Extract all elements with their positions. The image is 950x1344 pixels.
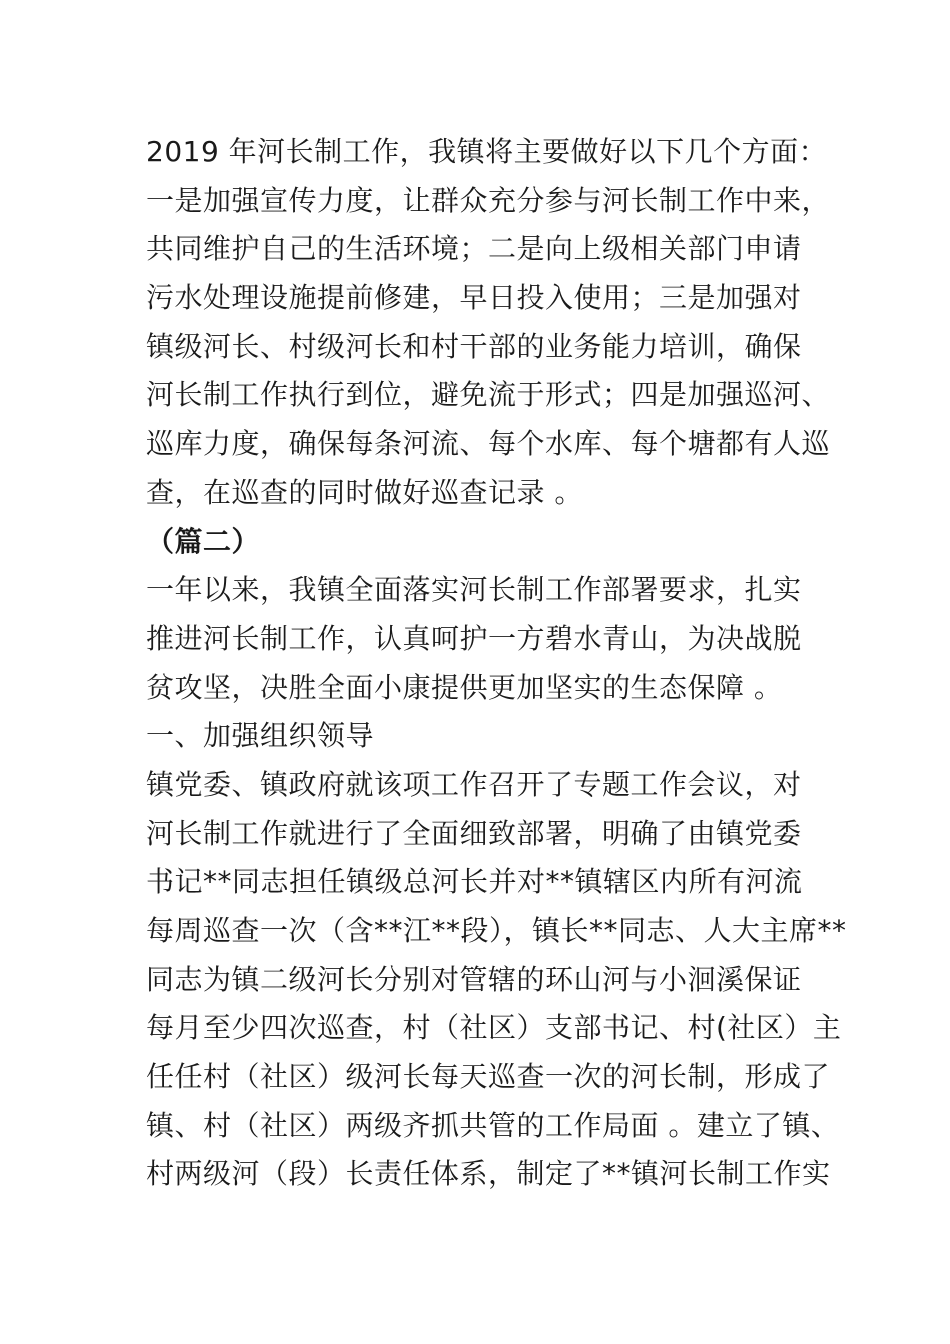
paragraph-line: 一年以来，我镇全面落实河长制工作部署要求，扎实: [146, 573, 802, 607]
paragraph-line: 每周巡查一次（含**江**段），镇长**同志、人大主席**: [146, 914, 847, 947]
paragraph-line: 2019 年河长制工作，我镇将主要做好以下几个方面：: [146, 135, 828, 168]
paragraph-line: 一是加强宣传力度，让群众充分参与河长制工作中来，: [146, 183, 831, 217]
paragraph-line: 河长制工作执行到位，避免流于形式；四是加强巡河、: [146, 378, 831, 412]
paragraph-line: 每月至少四次巡查，村（社区）支部书记、村(社区）主: [146, 1011, 842, 1045]
paragraph-line: 任任村（社区）级河长每天巡查一次的河长制，形成了: [146, 1060, 831, 1094]
section-heading: （篇二）: [146, 524, 261, 558]
paragraph-line: 镇党委、镇政府就该项工作召开了专题工作会议，对: [146, 767, 802, 801]
paragraph-line: 镇、村（社区）两级齐抓共管的工作局面 。建立了镇、: [146, 1108, 840, 1142]
paragraph-line: 污水处理设施提前修建，早日投入使用；三是加强对: [146, 281, 802, 315]
paragraph-line: 镇级河长、村级河长和村干部的业务能力培训，确保: [146, 329, 802, 363]
paragraph-line: 同志为镇二级河长分别对管辖的环山河与小洄溪保证: [146, 962, 802, 996]
paragraph-line: 书记**同志担任镇级总河长并对**镇辖区内所有河流: [146, 865, 803, 899]
subsection-heading: 一、加强组织领导: [146, 719, 375, 753]
paragraph-line: 推进河长制工作，认真呵护一方碧水青山，为决战脱: [146, 621, 802, 655]
document-body: [146, 128, 847, 1199]
paragraph-line: 村两级河（段）长责任体系，制定了**镇河长制工作实: [146, 1157, 831, 1191]
paragraph-line: 查，在巡查的同时做好巡查记录 。: [146, 475, 583, 509]
paragraph-line: 河长制工作就进行了全面细致部署，明确了由镇党委: [146, 816, 802, 850]
paragraph-line: 巡库力度，确保每条河流、每个水库、每个塘都有人巡: [146, 427, 831, 461]
paragraph-line: 共同维护自己的生活环境；二是向上级相关部门申请: [146, 232, 802, 266]
paragraph-line: 贫攻坚，决胜全面小康提供更加坚实的生态保障 。: [146, 670, 783, 704]
